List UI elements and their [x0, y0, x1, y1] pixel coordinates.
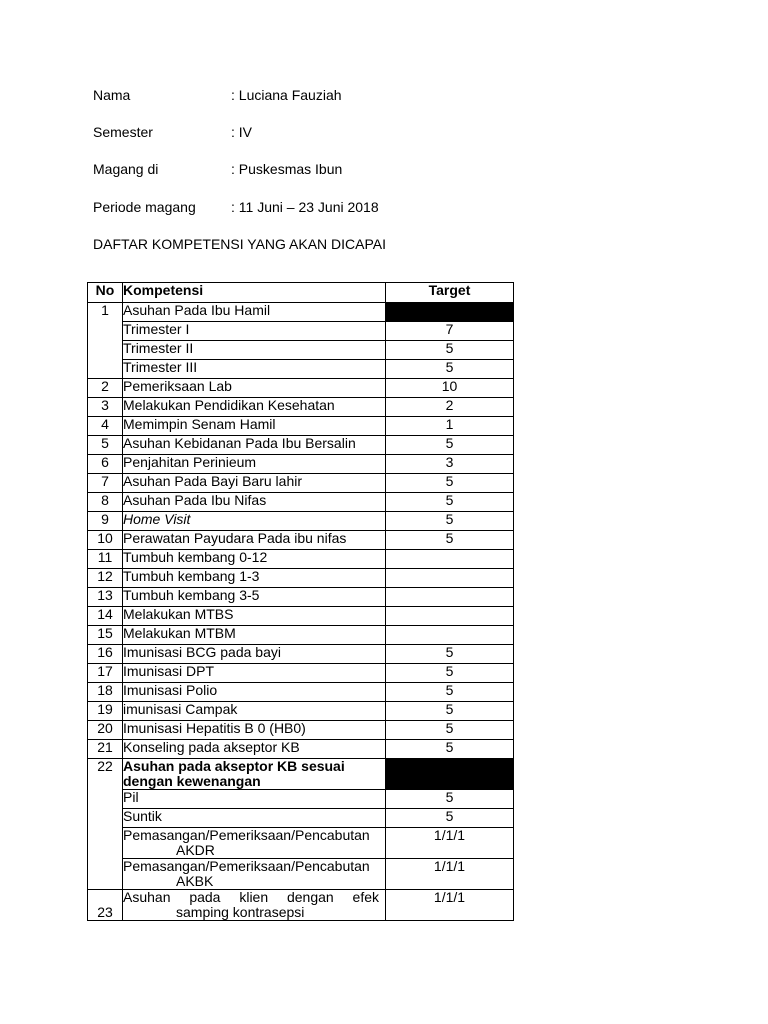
- competency-cell: Trimester III: [123, 360, 386, 379]
- table-row: [88, 740, 514, 759]
- competency-cell: Imunisasi DPT: [123, 664, 386, 683]
- word: dengan: [286, 889, 334, 905]
- row-number: 21: [88, 740, 123, 759]
- competency-table: [87, 282, 514, 921]
- target-cell: 5: [386, 790, 514, 809]
- row-number: 14: [88, 607, 123, 626]
- word: klien: [239, 889, 269, 905]
- header-no: No: [88, 283, 123, 303]
- row-number: 7: [88, 474, 123, 493]
- target-cell: [386, 550, 514, 569]
- row-number: 13: [88, 588, 123, 607]
- competency-cell: Trimester I: [123, 322, 386, 341]
- competency-cell: Melakukan Pendidikan Kesehatan: [123, 398, 386, 417]
- table-row: [88, 398, 514, 417]
- table-row: [88, 890, 514, 921]
- competency-cell: Asuhan Pada Ibu Nifas: [123, 493, 386, 512]
- target-cell: 5: [386, 360, 514, 379]
- nama-value: : Luciana Fauziah: [231, 87, 342, 103]
- target-cell: 5: [386, 493, 514, 512]
- row-number: 2: [88, 379, 123, 398]
- competency-line: Pemasangan/Pemeriksaan/Pencabutan: [123, 858, 370, 874]
- target-cell: 2: [386, 398, 514, 417]
- table-row: [88, 859, 514, 890]
- target-cell: 5: [386, 702, 514, 721]
- target-cell: [386, 626, 514, 645]
- competency-line: AKDR: [176, 842, 215, 858]
- table-row: [88, 759, 514, 790]
- table-row: [88, 322, 514, 341]
- periode-label: Periode magang: [93, 199, 196, 215]
- competency-cell: Asuhan Pada Ibu Hamil: [123, 303, 386, 322]
- competency-cell: Melakukan MTBS: [123, 607, 386, 626]
- semester-label: Semester: [93, 124, 153, 140]
- table-row: [88, 683, 514, 702]
- table-row: [88, 360, 514, 379]
- table-row: [88, 550, 514, 569]
- row-number: 1: [88, 303, 123, 379]
- target-cell: 5: [386, 436, 514, 455]
- competency-cell: [123, 512, 386, 531]
- competency-cell: [123, 828, 386, 859]
- row-number: 15: [88, 626, 123, 645]
- table-row: [88, 664, 514, 683]
- row-number: 19: [88, 702, 123, 721]
- magang-label: Magang di: [93, 161, 159, 177]
- table-row: [88, 569, 514, 588]
- table-row: [88, 809, 514, 828]
- table-row: [88, 626, 514, 645]
- competency-cell: [123, 859, 386, 890]
- word: pada: [189, 889, 221, 905]
- competency-cell: Asuhan Kebidanan Pada Ibu Bersalin: [123, 436, 386, 455]
- table-row: [88, 645, 514, 664]
- table-row: [88, 341, 514, 360]
- header-target: Target: [386, 283, 514, 303]
- competency-cell: Imunisasi Hepatitis B 0 (HB0): [123, 721, 386, 740]
- target-cell: 5: [386, 531, 514, 550]
- row-number: 5: [88, 436, 123, 455]
- target-cell: 3: [386, 455, 514, 474]
- row-number: 6: [88, 455, 123, 474]
- table-row: [88, 531, 514, 550]
- table-row: [88, 417, 514, 436]
- target-cell: 5: [386, 683, 514, 702]
- magang-value: : Puskesmas Ibun: [231, 161, 343, 177]
- competency-cell: Konseling pada akseptor KB: [123, 740, 386, 759]
- word: efek: [352, 889, 379, 905]
- competency-cell: imunisasi Campak: [123, 702, 386, 721]
- competency-cell: Tumbuh kembang 1-3: [123, 569, 386, 588]
- competency-cell: Imunisasi BCG pada bayi: [123, 645, 386, 664]
- competency-cell: Tumbuh kembang 0-12: [123, 550, 386, 569]
- row-number: 11: [88, 550, 123, 569]
- competency-cell: Perawatan Payudara Pada ibu nifas: [123, 531, 386, 550]
- competency-cell: Tumbuh kembang 3-5: [123, 588, 386, 607]
- semester-value: : IV: [231, 124, 253, 140]
- target-cell: 10: [386, 379, 514, 398]
- table-row: [88, 455, 514, 474]
- row-number: 9: [88, 512, 123, 531]
- row-number: 4: [88, 417, 123, 436]
- row-number: 22: [88, 759, 123, 890]
- table-row: [88, 721, 514, 740]
- table-row: [88, 474, 514, 493]
- periode-value: : 11 Juni – 23 Juni 2018: [231, 199, 379, 215]
- target-cell: 5: [386, 740, 514, 759]
- target-cell: 5: [386, 809, 514, 828]
- table-row: [88, 702, 514, 721]
- row-number: 17: [88, 664, 123, 683]
- row-number: 23: [88, 890, 123, 921]
- target-cell: 5: [386, 721, 514, 740]
- competency-cell: Asuhan Pada Bayi Baru lahir: [123, 474, 386, 493]
- competency-cell: Trimester II: [123, 341, 386, 360]
- row-number: 8: [88, 493, 123, 512]
- row-number: 18: [88, 683, 123, 702]
- competency-cell: Pemeriksaan Lab: [123, 379, 386, 398]
- competency-cell: [123, 890, 386, 921]
- target-cell: 5: [386, 341, 514, 360]
- target-cell: 1/1/1: [386, 859, 514, 890]
- competency-cell: Imunisasi Polio: [123, 683, 386, 702]
- table-row: [88, 379, 514, 398]
- competency-line: Pemasangan/Pemeriksaan/Pencabutan: [123, 827, 370, 843]
- table-row: [88, 512, 514, 531]
- word: Asuhan: [123, 889, 171, 905]
- competency-cell: Asuhan pada akseptor KB sesuai dengan kewenangan: [123, 759, 386, 790]
- target-cell: 7: [386, 322, 514, 341]
- target-cell: 5: [386, 474, 514, 493]
- competency-line: [123, 890, 385, 905]
- row-number: 3: [88, 398, 123, 417]
- target-cell: [386, 588, 514, 607]
- row-number: 10: [88, 531, 123, 550]
- row-number: 12: [88, 569, 123, 588]
- competency-cell: Pil: [123, 790, 386, 809]
- document-heading: DAFTAR KOMPETENSI YANG AKAN DICAPAI: [93, 236, 387, 252]
- competency-text-italic: Home Visit: [123, 511, 191, 527]
- competency-line: AKBK: [176, 873, 214, 889]
- target-cell: 1/1/1: [386, 828, 514, 859]
- row-number: 16: [88, 645, 123, 664]
- target-cell: 5: [386, 664, 514, 683]
- header-kompetensi: Kompetensi: [123, 283, 386, 303]
- competency-line: samping kontrasepsi: [176, 904, 305, 920]
- table-row: [88, 790, 514, 809]
- competency-cell: Melakukan MTBM: [123, 626, 386, 645]
- target-cell-blocked: [386, 303, 514, 322]
- target-cell: 1/1/1: [386, 890, 514, 921]
- target-cell: [386, 607, 514, 626]
- target-cell: 1: [386, 417, 514, 436]
- target-cell-blocked: [386, 759, 514, 790]
- target-cell: [386, 569, 514, 588]
- target-cell: 5: [386, 512, 514, 531]
- table-row: [88, 436, 514, 455]
- nama-label: Nama: [93, 87, 131, 103]
- competency-cell: Memimpin Senam Hamil: [123, 417, 386, 436]
- row-number: 20: [88, 721, 123, 740]
- competency-cell: Suntik: [123, 809, 386, 828]
- table-row: [88, 607, 514, 626]
- table-row: [88, 493, 514, 512]
- table-row: [88, 828, 514, 859]
- table-row: [88, 588, 514, 607]
- table-row: [88, 303, 514, 322]
- target-cell: 5: [386, 645, 514, 664]
- competency-cell: Penjahitan Perinieum: [123, 455, 386, 474]
